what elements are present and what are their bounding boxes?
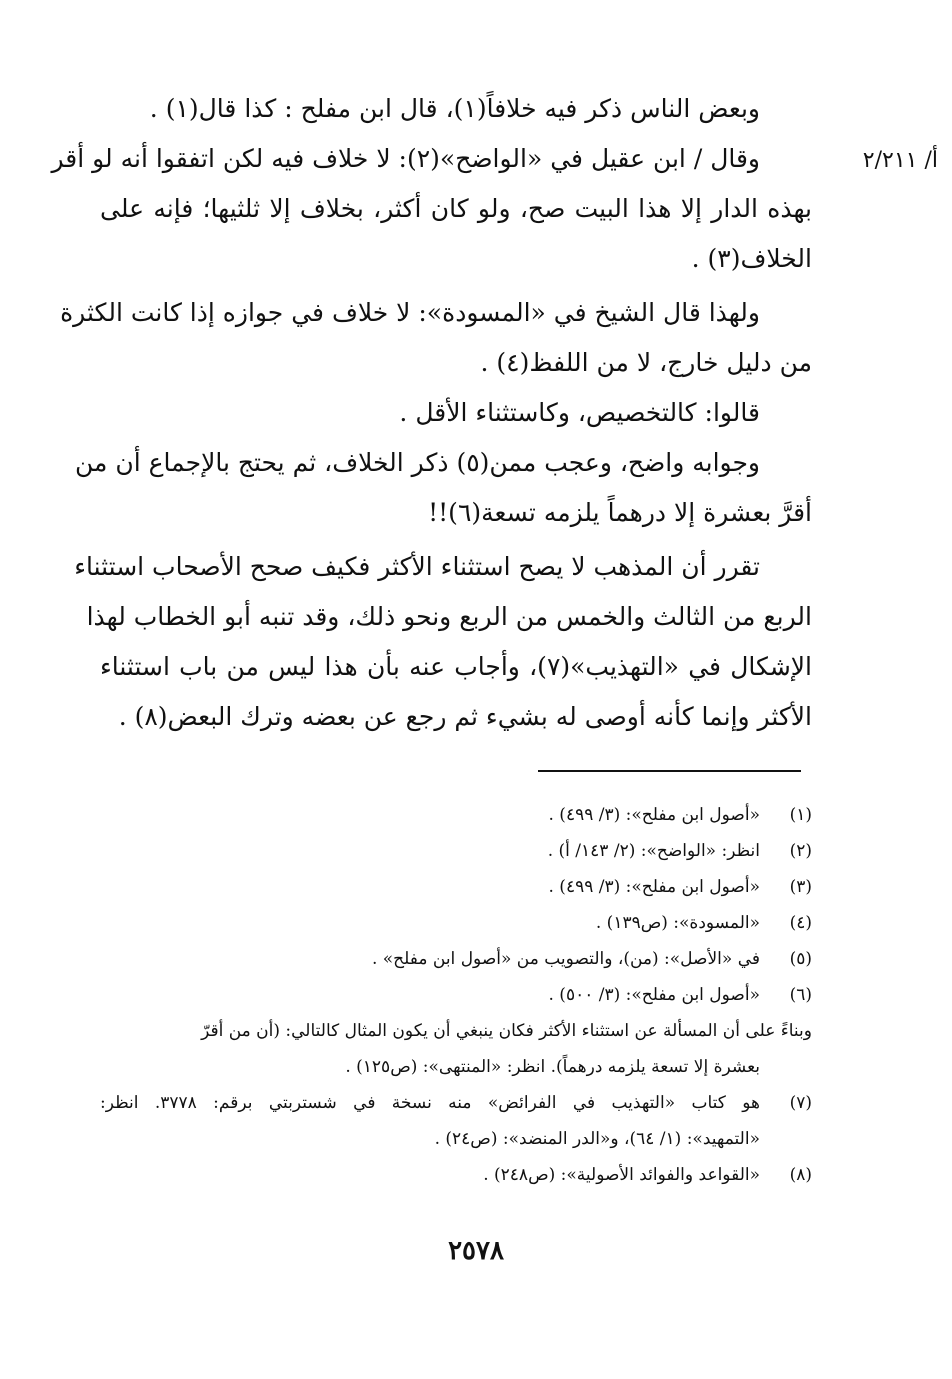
footnote-6-continuation-line-1: وبناءً على أن المسألة عن استثناء الأكثر فكان ينبغي أن يكون المثال كالتالي: (أن من أقرّ: [201, 1021, 812, 1041]
footnote-7-continuation: «التمهيد»: (١/ ٦٤)، و«الدر المنضد»: (ص٢٤) .: [434, 1129, 760, 1149]
text-line: الإشكال في «التهذيب»(٧)، وأجاب عنه بأن هذا ليس من باب استثناء: [100, 652, 812, 681]
text-line: الربع من الثالث والخمس من الربع ونحو ذلك، وقد تنبه أبو الخطاب لهذا: [86, 602, 812, 631]
footnote-text: انظر: «الواضح»: (٢/ ١٤٣/ أ) .: [547, 841, 760, 861]
footnote-6-continuation-line-2: بعشرة إلا تسعة يلزمه درهماً). انظر: «المنتهى»: (ص١٢٥) .: [345, 1057, 760, 1077]
text-line: وجوابه واضح، وعجب ممن(٥) ذكر الخلاف، ثم يحتج بالإجماع أن من: [75, 448, 760, 477]
footnote-number: (٧): [789, 1093, 812, 1113]
footnote-number: (٦): [789, 985, 812, 1005]
footnote-text: «القواعد والفوائد الأصولية»: (ص٢٤٨) .: [483, 1165, 760, 1185]
text-line: الخلاف(٣) .: [691, 244, 812, 273]
text-line: بهذه الدار إلا هذا البيت صح، ولو كان أكثر، بخلاف إلا ثلثيها؛ فإنه على: [100, 194, 812, 223]
footnote-8: [100, 1157, 812, 1193]
footnote-number: (٨): [789, 1165, 812, 1185]
footnote-separator: [538, 770, 801, 772]
footnote-1: [100, 797, 812, 833]
footnote-number: (٤): [789, 913, 812, 933]
footnote-number: (٣): [789, 877, 812, 897]
footnote-text: «أصول ابن مفلح»: (٣/ ٥٠٠) .: [548, 985, 760, 1005]
footnote-number: (١): [789, 805, 812, 825]
text-line: وقال / ابن عقيل في «الواضح»(٢): لا خلاف فيه لكن اتفقوا أنه لو أقر: [51, 144, 760, 173]
footnote-text: «المسودة»: (ص١٣٩) .: [595, 913, 760, 933]
footnote-3: [100, 869, 812, 905]
main-text: [51, 84, 812, 742]
footnote-2: [100, 833, 812, 869]
footnote-6: [100, 977, 812, 1013]
text-line: أقرَّ بعشرة إلا درهماً يلزمه تسعة(٦)!!: [428, 498, 812, 527]
footnote-number: (٥): [789, 949, 812, 969]
text-line: الأكثر وإنما كأنه أوصى له بشيء ثم رجع عن بعضه وترك البعض(٨) .: [118, 702, 812, 731]
text-line: تقرر أن المذهب لا يصح استثناء الأكثر فكيف صحح الأصحاب استثناء: [74, 552, 760, 581]
footnote-number: (٢): [789, 841, 812, 861]
footnote-text: «أصول ابن مفلح»: (٣/ ٤٩٩) .: [548, 805, 760, 825]
footnote-text: هو كتاب «التهذيب في الفرائض» منه نسخة في شستربتي برقم: ٣٧٧٨. انظر:: [100, 1093, 760, 1113]
footnote-text: في «الأصل»: (من)، والتصويب من «أصول ابن مفلح» .: [371, 949, 760, 969]
footnotes: [100, 797, 812, 1193]
text-line: من دليل خارج، لا من اللفظ(٤) .: [480, 348, 812, 377]
text-line: قالوا: كالتخصيص، وكاستثناء الأقل .: [399, 398, 760, 427]
footnote-7: [100, 1085, 812, 1121]
footnote-5: [100, 941, 812, 977]
footnote-4: [100, 905, 812, 941]
manuscript-folio-reference: أ/ ٢/٢١١: [862, 148, 938, 173]
text-line: وبعض الناس ذكر فيه خلافاً(١)، قال ابن مفلح : كذا قال(١) .: [149, 94, 760, 123]
text-line: ولهذا قال الشيخ في «المسودة»: لا خلاف في جوازه إذا كانت الكثرة: [60, 298, 760, 327]
page-number: ٢٥٧٨: [448, 1236, 504, 1266]
footnote-text: «أصول ابن مفلح»: (٣/ ٤٩٩) .: [548, 877, 760, 897]
